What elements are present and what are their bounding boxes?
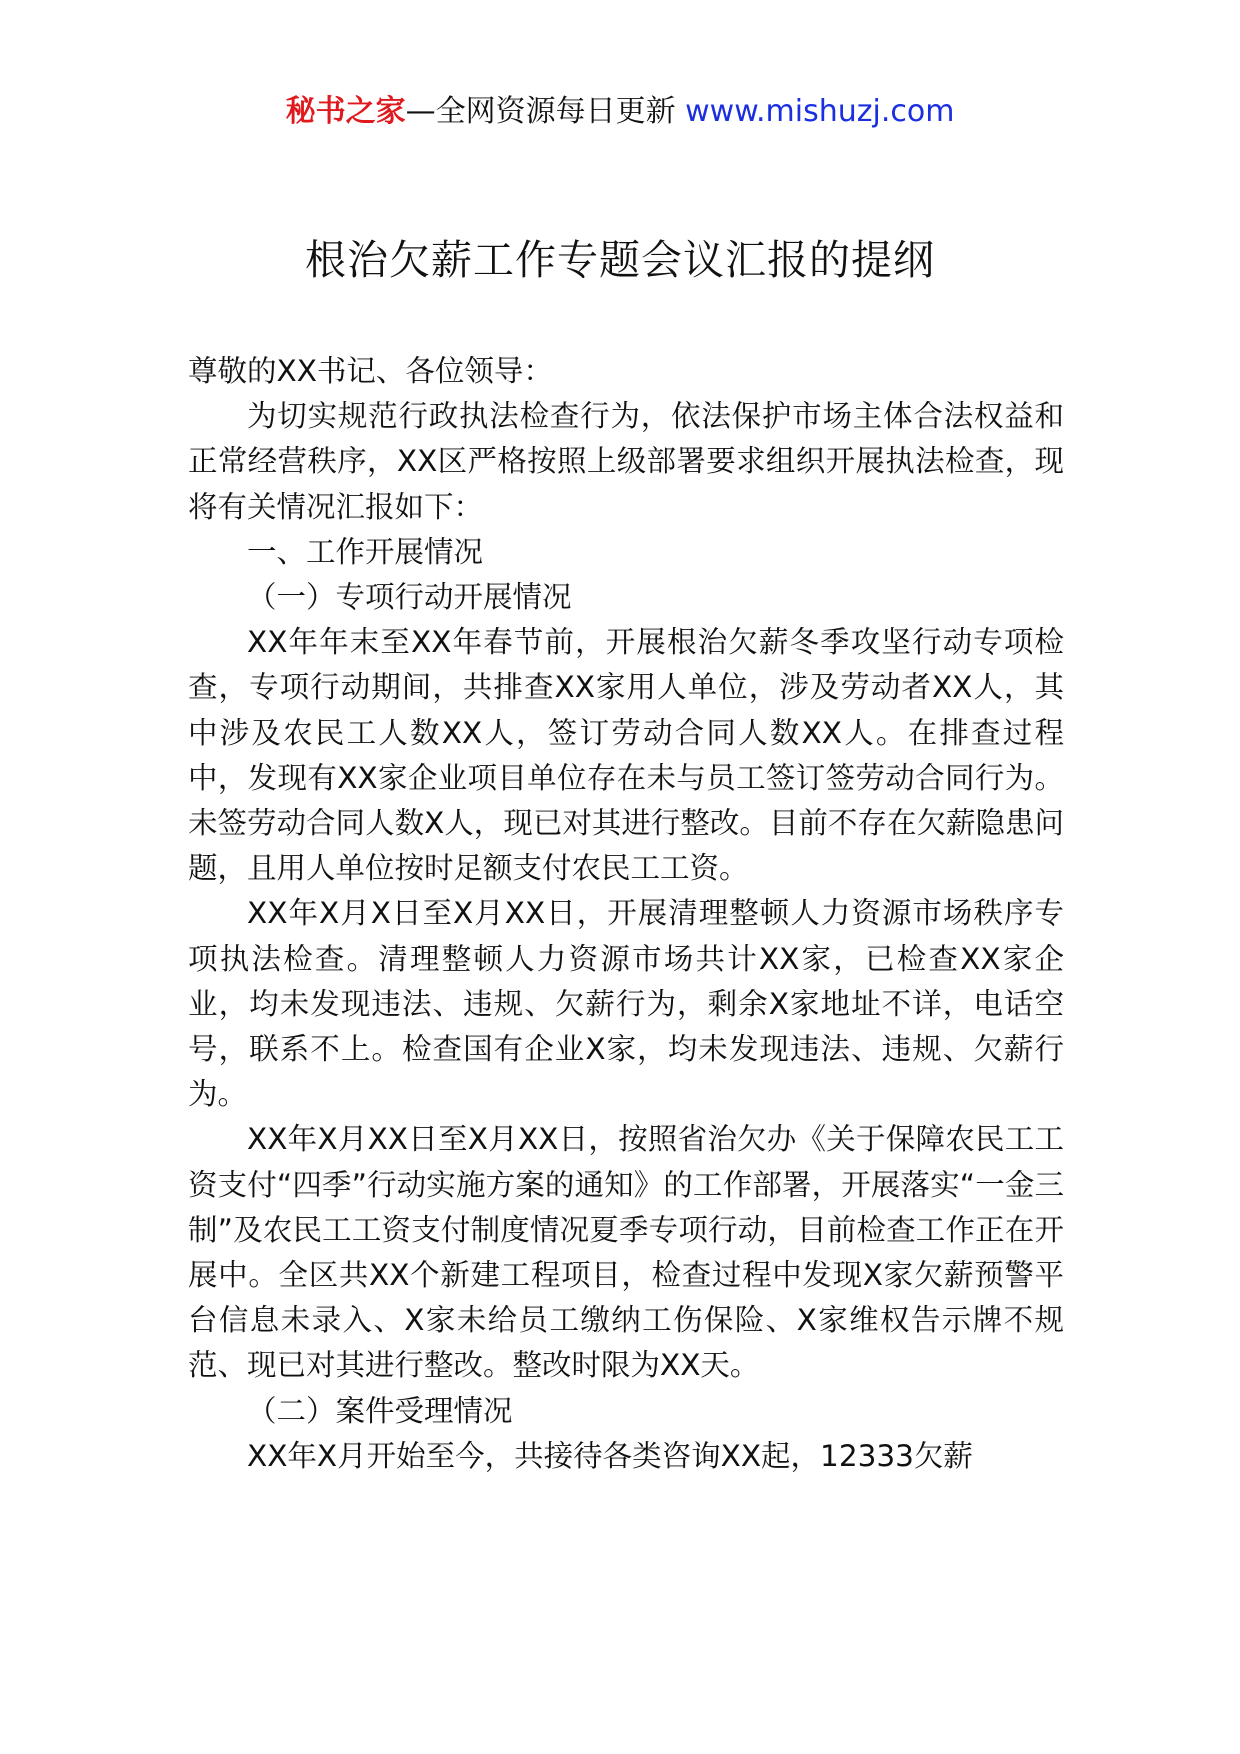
- document-body: [188, 349, 1064, 1479]
- site-brand: 秘书之家: [285, 94, 406, 129]
- salutation: 尊敬的XX书记、各位领导：: [188, 354, 553, 388]
- document-title: 根治欠薪工作专题会议汇报的提纲: [305, 236, 935, 284]
- site-header: [0, 92, 1240, 132]
- intro-paragraph: 为切实规范行政执法检查行为，依法保护市场主体合法权益和正常经营秩序，XX区严格按照上级部署要求组织开展执法检查，现将有关情况汇报如下：: [188, 399, 1064, 524]
- paragraph: XX年X月XX日至X月XX日，按照省治欠办《关于保障农民工工资支付“四季”行动实施方案的通知》的工作部署，开展落实“一金三制”及农民工工资支付制度情况夏季专项行动，目前检查工作正在开展中。全区共XX个新建工程项目，检查过程中发现X家欠薪预警平台信息未录入、X家未给员工缴纳工伤保险、X家维权告示牌不规范、现已对其进行整改。整改时限为XX天。: [188, 1122, 1064, 1383]
- subsection-heading: （一）专项行动开展情况: [247, 580, 572, 615]
- paragraph: XX年年末至XX年春节前，开展根治欠薪冬季攻坚行动专项检查，专项行动期间，共排查XX家用人单位，涉及劳动者XX人，其中涉及农民工人数XX人，签订劳动合同人数XX人。在排查过程中，发现有XX家企业项目单位存在未与员工签订签劳动合同行为。未签劳动合同人数X人，现已对其进行整改。目前不存在欠薪隐患问题，且用人单位按时足额支付农民工工资。: [188, 625, 1064, 886]
- paragraph: XX年X月X日至X月XX日，开展清理整顿人力资源市场秩序专项执法检查。清理整顿人力资源市场共计XX家，已检查XX家企业，均未发现违法、违规、欠薪行为，剩余X家地址不详，电话空号，联系不上。检查国有企业X家，均未发现违法、违规、欠薪行为。: [188, 896, 1064, 1112]
- subsection-heading: （二）案件受理情况: [247, 1393, 513, 1428]
- site-slogan: —全网资源每日更新: [405, 94, 676, 129]
- paragraph: XX年X月开始至今，共接待各类咨询XX起，12333欠薪: [247, 1438, 973, 1473]
- site-url-link[interactable]: www.mishuzj.com: [685, 94, 955, 129]
- section-heading: 一、工作开展情况: [247, 534, 484, 569]
